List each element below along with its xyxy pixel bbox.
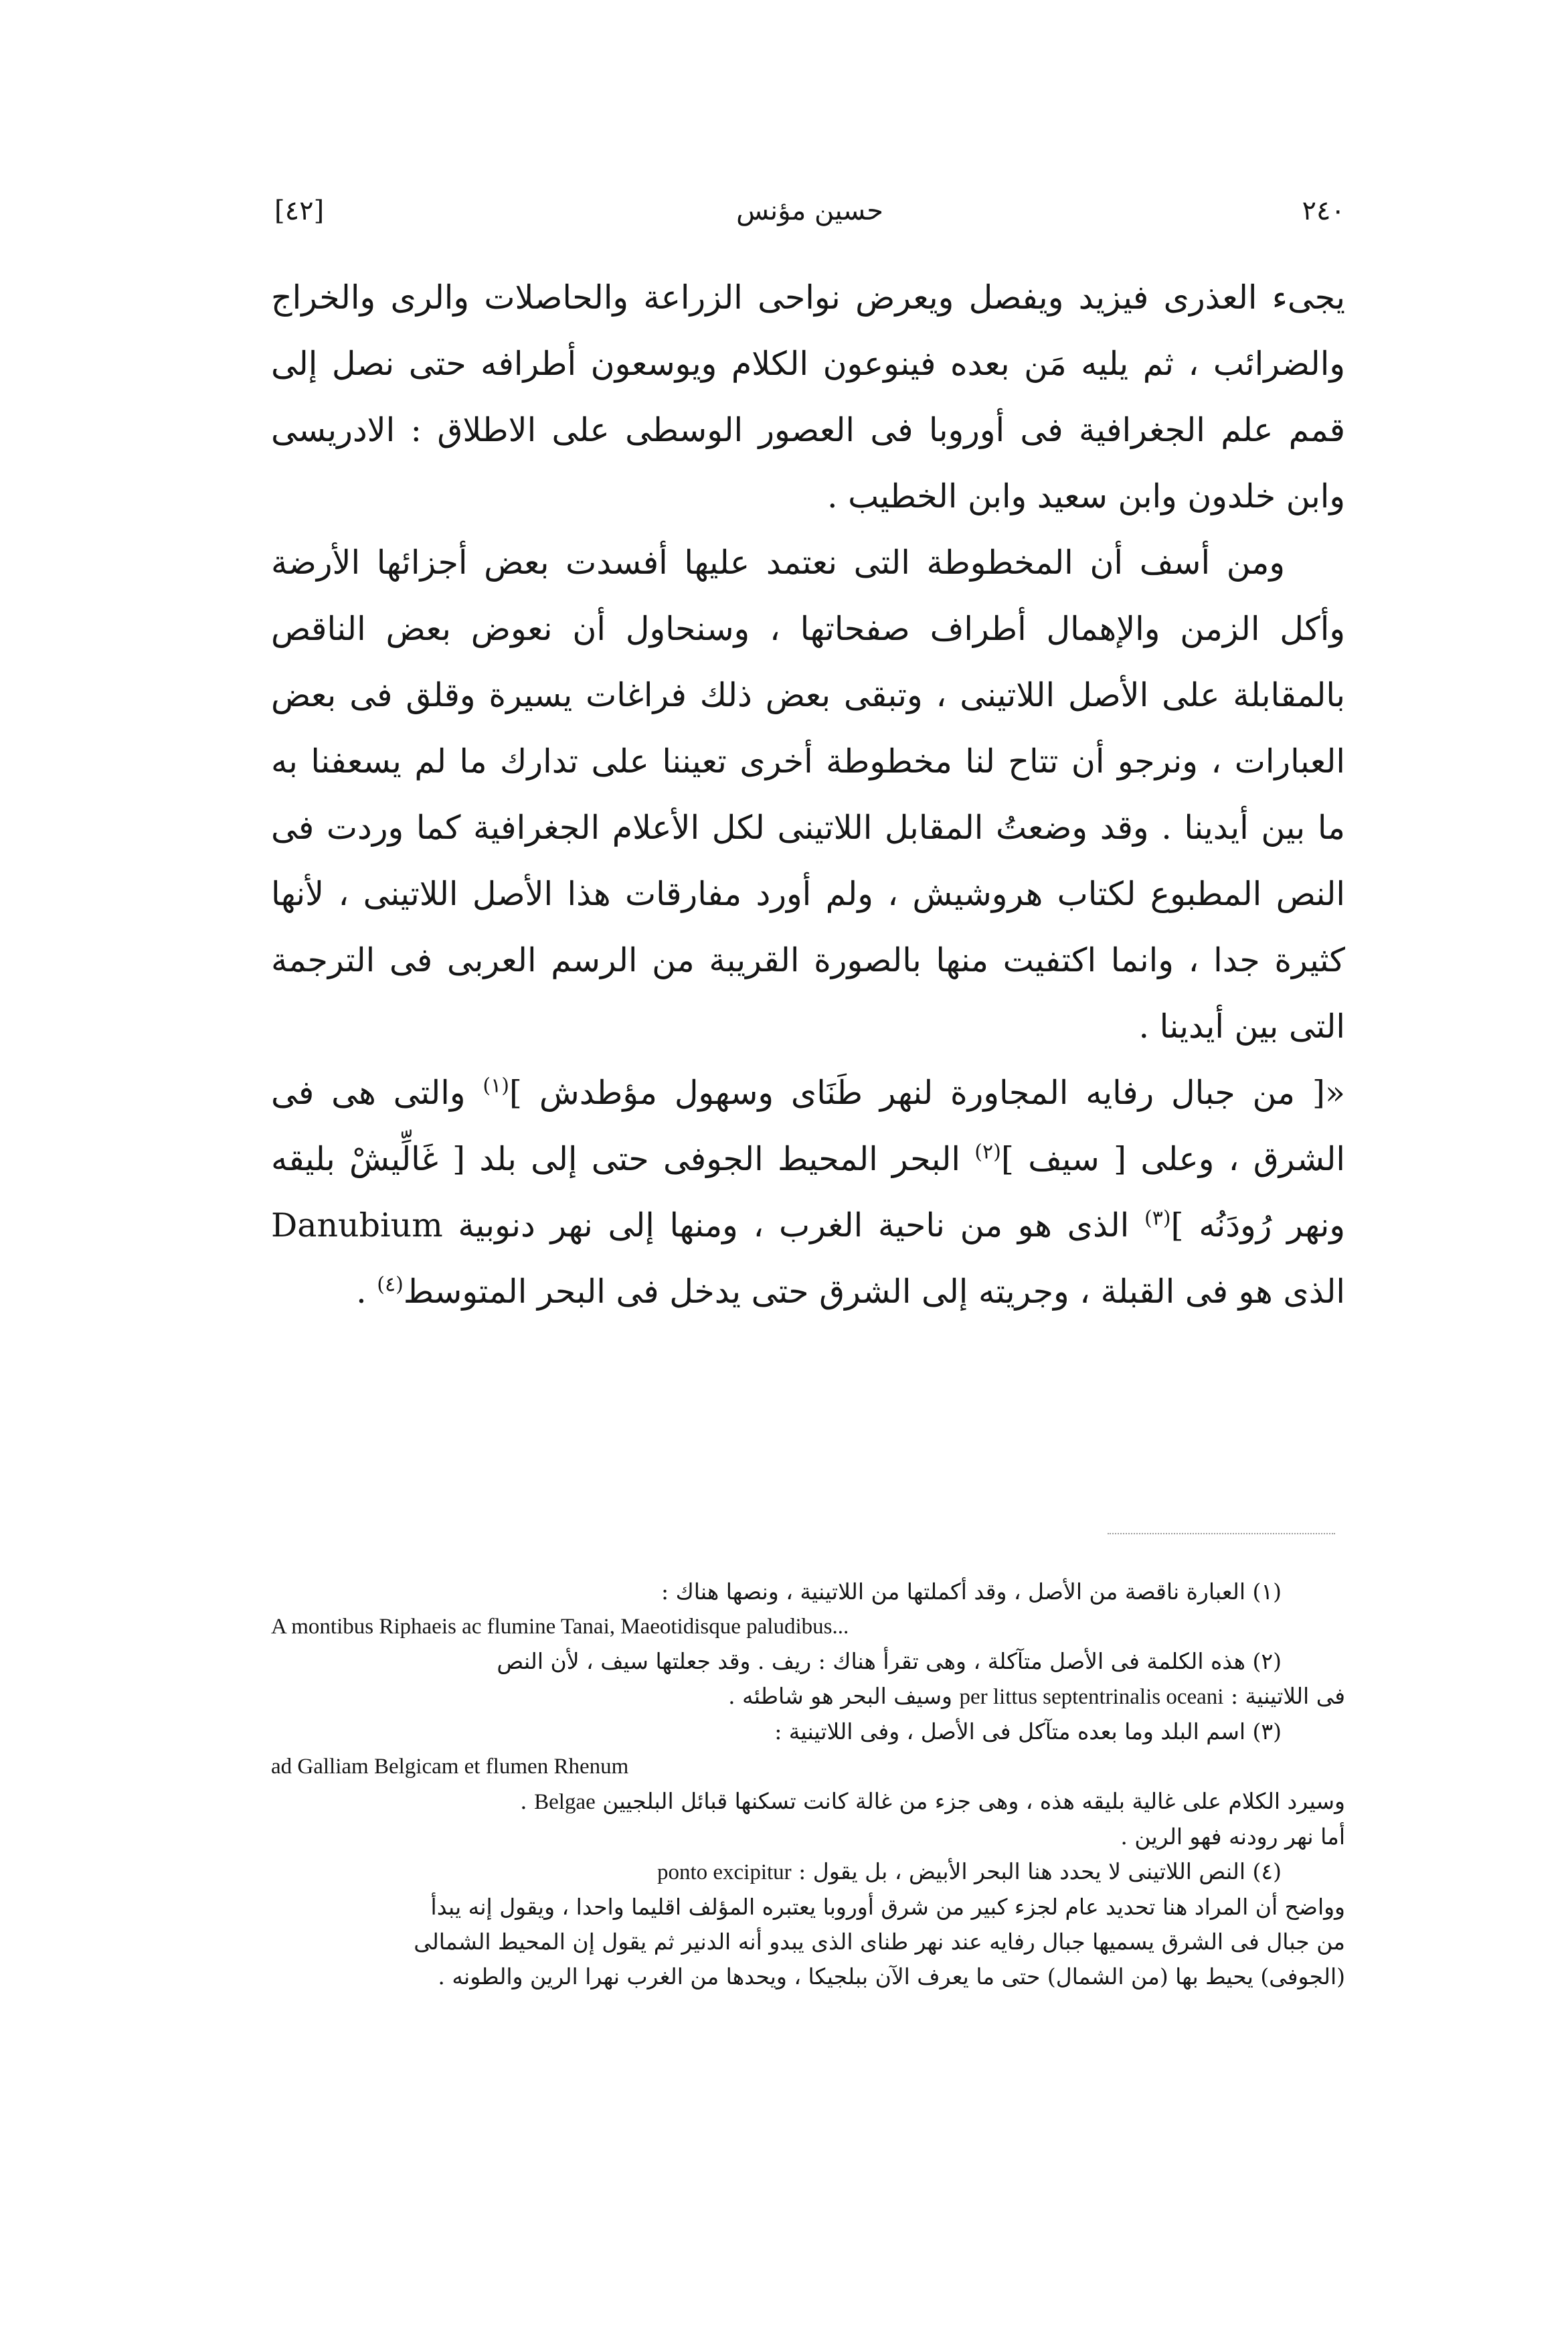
footnote-2-continued (271, 1679, 1345, 1714)
running-header (274, 191, 1345, 244)
footnotes (271, 1574, 1345, 1994)
footnote-3-text: وسيرد الكلام على غالية بليقه هذه ، وهى جزء من غالة كانت تسكنها قبائل البلجيين (595, 1788, 1345, 1814)
footnote-3-last-line: أما نهر رودنه فهو الرين . (1120, 1824, 1345, 1850)
footnote-4-line-4: (الجوفى) يحيط بها (من الشمال) حتى ما يعرف الآن ببلجيكا ، ويحدها من الغرب نهرا الرين والطونه . (438, 1963, 1345, 1990)
paragraph-3-quotation (271, 1060, 1345, 1325)
quote-part-b: والتى هى فى الشرق ، وعلى [ سيف ] (271, 1074, 1346, 1178)
main-text (271, 264, 1345, 1325)
quote-part-d: الذى هو من ناحية الغرب ، ومنها إلى نهر دنوبية (442, 1206, 1144, 1244)
footnote-ref-2: (٢) (974, 1140, 1001, 1164)
footnote-ref-1: (١) (483, 1074, 509, 1098)
quote-part-e: الذى هو فى القبلة ، وجريته إلى الشرق حتى يدخل فى البحر المتوسط (403, 1273, 1345, 1311)
footnote-2: (٢) هذه الكلمة فى الأصل متآكلة ، وهى تقرأ هناك : ريف . وقد جعلتها سيف ، لأن النص (497, 1648, 1282, 1674)
footnote-ref-4: (٤) (377, 1273, 404, 1297)
page-number: ٢٤٠ (1302, 195, 1345, 226)
author-name: حسين مؤنس (736, 195, 883, 226)
footnote-4-latin: ponto excipitur (657, 1860, 792, 1884)
footnote-4-line-3: من جبال فى الشرق يسميها جبال رفايه عند نهر طناى الذى يبدو أنه الدنير ثم يقول إن المحيط الشمالى (414, 1929, 1345, 1955)
quote-part-c: البحر المحيط الجوفى حتى إلى بلد [ غَالِّيشْ بليقه ونهر رُودَنُه ] (271, 1140, 1345, 1244)
quote-part-a: «[ من جبال رفايه المجاورة لنهر طَنَاى وسهول مؤطدش ] (509, 1074, 1345, 1112)
quote-part-f: . (356, 1273, 377, 1311)
footnote-2-prefix: فى اللاتينية : (1223, 1683, 1345, 1709)
footnote-3-period: . (520, 1788, 535, 1814)
footnote-ref-3: (٣) (1144, 1206, 1171, 1230)
footnote-4-text: (٤) النص اللاتينى لا يحدد هنا البحر الأبيض ، بل يقول : (791, 1858, 1282, 1884)
section-number: [٤٢] (274, 195, 325, 226)
footnote-2-latin: per littus septentrinalis oceani (959, 1685, 1224, 1709)
footnote-3-latin-belgae: Belgae (534, 1790, 596, 1814)
footnote-1: (١) العبارة ناقصة من الأصل ، وقد أكملتها من اللاتينية ، ونصها هناك : (661, 1578, 1282, 1605)
footnote-1-latin: A montibus Riphaeis ac flumine Tanai, Maeotidisque paludibus... (271, 1615, 849, 1639)
footnote-separator (1108, 1533, 1335, 1534)
paragraph-1: يجىء العذرى فيزيد ويفصل ويعرض نواحى الزراعة والحاصلات والرى والخراج والضرائب ، ثم يليه مَن بعده فينوعون الكلام ويوسعون أطرافه حتى نصل إلى قمم علم الجغرافية فى أوروبا فى العصور الوسطى على الاطلاق : الادريسى وابن خلدون وابن سعيد وابن الخطيب . (271, 278, 1346, 515)
footnote-2-suffix: وسيف البحر هو شاطئه . (728, 1683, 960, 1709)
footnote-3: (٣) اسم البلد وما بعده متآكل فى الأصل ، وفى اللاتينية : (774, 1718, 1282, 1745)
footnote-4 (271, 1854, 1345, 1890)
footnote-4-line-2: وواضح أن المراد هنا تحديد عام لجزء كبير من شرق أوروبا يعتبره المؤلف اقليما واحدا ، ويقول إنه يبدأ (430, 1894, 1345, 1920)
footnote-3-latin: ad Galliam Belgicam et flumen Rhenum (271, 1755, 629, 1779)
paragraph-2: ومن أسف أن المخطوطة التى نعتمد عليها أفسدت بعض أجزائها الأرضة وأكل الزمن والإهمال أطراف صفحاتها ، وسنحاول أن نعوض بعض الناقص بالمقابلة على الأصل اللاتينى ، وتبقى بعض ذلك فراغات يسيرة وقلق فى بعض العبارات ، ونرجو أن تتاح لنا مخطوطة أخرى تعيننا على تدارك ما لم يسعفنا به ما بين أيدينا . وقد وضعتُ المقابل اللاتينى لكل الأعلام الجغرافية كما وردت فى النص المطبوع لكتاب هروشيش ، ولم أورد مفارقات هذا الأصل اللاتينى ، لأنها كثيرة جدا ، وانما اكتفيت منها بالصورة القريبة من الرسم العربى فى الترجمة التى بين أيدينا . (271, 544, 1345, 1046)
latin-term-danubium: Danubium (271, 1206, 443, 1244)
footnote-3-continued (271, 1784, 1345, 1819)
